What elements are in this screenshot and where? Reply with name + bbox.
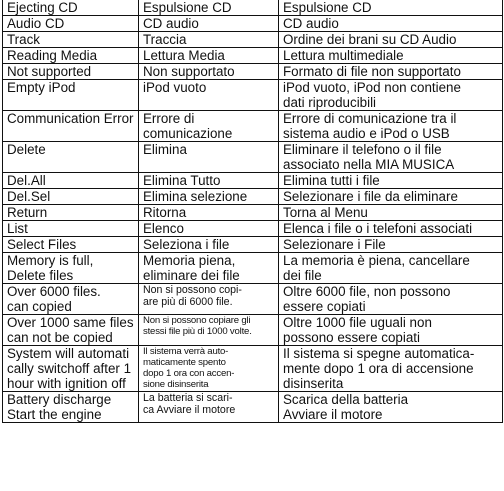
table-row bbox=[3, 189, 503, 205]
italian-message: iPod vuoto bbox=[139, 80, 279, 111]
english-message: Ejecting CD bbox=[3, 0, 139, 16]
english-message: Reading Media bbox=[3, 48, 139, 64]
english-message: Communication Error bbox=[3, 111, 139, 142]
italian-message: Non si possono copiare gli stessi file più di 1000 volte. bbox=[139, 315, 279, 346]
italian-message: Traccia bbox=[139, 32, 279, 48]
table-row bbox=[3, 237, 503, 253]
english-message: Return bbox=[3, 205, 139, 221]
message-description: iPod vuoto, iPod non contiene dati riproducibili bbox=[279, 80, 503, 111]
english-message: Memory is full, Delete files bbox=[3, 253, 139, 284]
english-message: Select Files bbox=[3, 237, 139, 253]
message-description: Torna al Menu bbox=[279, 205, 503, 221]
message-description: Elenca i file o i telefoni associati bbox=[279, 221, 503, 237]
italian-message: La batteria si scari- ca Avviare il motore bbox=[139, 392, 279, 423]
english-message: Empty iPod bbox=[3, 80, 139, 111]
italian-message: Elimina bbox=[139, 142, 279, 173]
table-row bbox=[3, 173, 503, 189]
table-row bbox=[3, 0, 503, 16]
message-description: Elimina tutti i file bbox=[279, 173, 503, 189]
table-row bbox=[3, 315, 503, 346]
message-description: La memoria è piena, cancellare dei file bbox=[279, 253, 503, 284]
italian-message: CD audio bbox=[139, 16, 279, 32]
italian-message: Il sistema verrà auto- maticamente spento dopo 1 ora con accen- sione disinserita bbox=[139, 346, 279, 392]
italian-message: Ritorna bbox=[139, 205, 279, 221]
english-message: Delete bbox=[3, 142, 139, 173]
english-message: System will automati cally switchoff after 1 hour with ignition off bbox=[3, 346, 139, 392]
message-description: Formato di file non supportato bbox=[279, 64, 503, 80]
english-message: Del.Sel bbox=[3, 189, 139, 205]
table-row bbox=[3, 253, 503, 284]
table-row bbox=[3, 64, 503, 80]
italian-message: Non supportato bbox=[139, 64, 279, 80]
message-description: Oltre 1000 file uguali non possono essere copiati bbox=[279, 315, 503, 346]
message-description: Lettura multimediale bbox=[279, 48, 503, 64]
italian-message: Seleziona i file bbox=[139, 237, 279, 253]
message-description: Ordine dei brani su CD Audio bbox=[279, 32, 503, 48]
english-message: Audio CD bbox=[3, 16, 139, 32]
english-message: Over 6000 files. can copied bbox=[3, 284, 139, 315]
english-message: Over 1000 same files can not be copied bbox=[3, 315, 139, 346]
table-row bbox=[3, 284, 503, 315]
table-row bbox=[3, 48, 503, 64]
english-message: List bbox=[3, 221, 139, 237]
table-row bbox=[3, 16, 503, 32]
italian-message: Lettura Media bbox=[139, 48, 279, 64]
message-description: Selezionare i File bbox=[279, 237, 503, 253]
table-row bbox=[3, 221, 503, 237]
table-row bbox=[3, 205, 503, 221]
message-description: Oltre 6000 file, non possono essere copiati bbox=[279, 284, 503, 315]
table-row bbox=[3, 346, 503, 392]
message-description: Scarica della batteria Avviare il motore bbox=[279, 392, 503, 423]
italian-message: Memoria piena, eliminare dei file bbox=[139, 253, 279, 284]
message-description: Errore di comunicazione tra il sistema audio e iPod o USB bbox=[279, 111, 503, 142]
table-row bbox=[3, 80, 503, 111]
table-row bbox=[3, 32, 503, 48]
message-description: Eliminare il telefono o il file associato nella MIA MUSICA bbox=[279, 142, 503, 173]
italian-message: Elimina Tutto bbox=[139, 173, 279, 189]
messages-table bbox=[2, 0, 503, 423]
italian-message: Non si possono copi- are più di 6000 file. bbox=[139, 284, 279, 315]
english-message: Battery discharge Start the engine bbox=[3, 392, 139, 423]
italian-message: Elimina selezione bbox=[139, 189, 279, 205]
english-message: Del.All bbox=[3, 173, 139, 189]
english-message: Not supported bbox=[3, 64, 139, 80]
english-message: Track bbox=[3, 32, 139, 48]
message-description: Selezionare i file da eliminare bbox=[279, 189, 503, 205]
italian-message: Espulsione CD bbox=[139, 0, 279, 16]
table-row bbox=[3, 111, 503, 142]
italian-message: Errore di comunicazione bbox=[139, 111, 279, 142]
italian-message: Elenco bbox=[139, 221, 279, 237]
message-description: CD audio bbox=[279, 16, 503, 32]
message-description: Espulsione CD bbox=[279, 0, 503, 16]
message-description: Il sistema si spegne automatica- mente dopo 1 ora di accensione disinserita bbox=[279, 346, 503, 392]
table-row bbox=[3, 142, 503, 173]
table-row bbox=[3, 392, 503, 423]
